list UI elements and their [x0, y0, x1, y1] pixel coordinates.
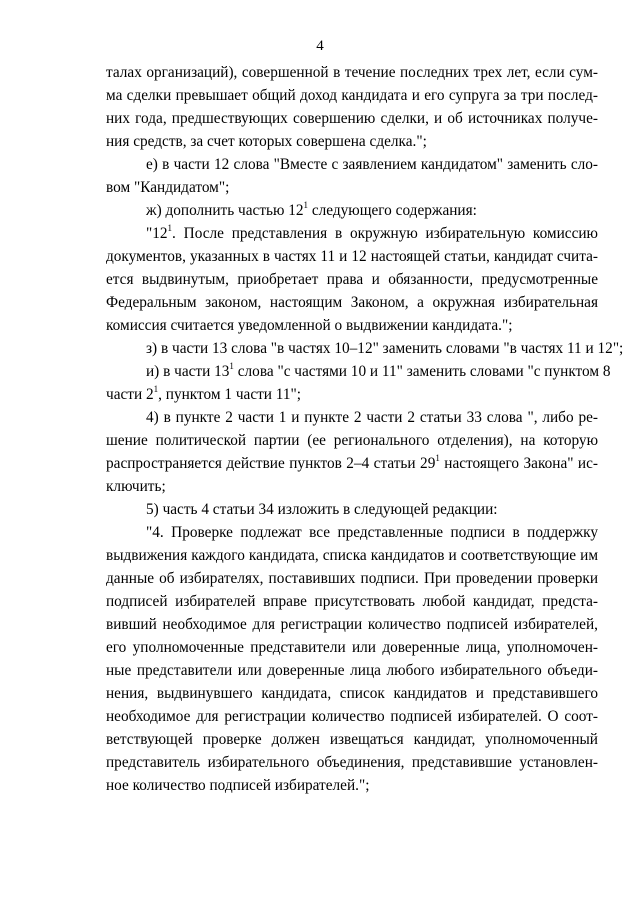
superscript: 1 [167, 222, 173, 233]
text-line: 4) в пункте 2 части 1 и пункте 2 части 2 статьи 33 слова ", либо ре- [146, 409, 598, 426]
text-line: необходимое для регистрации количество подписей избирателей. О соот- [106, 708, 598, 725]
text-line: талах организаций), совершенной в течение последних трех лет, если сум- [106, 64, 598, 81]
text-line: нения, выдвинувшего кандидата, список кандидатов и представившего [106, 685, 598, 702]
text-line: и) в части $13^1$ слова "с частями 10 и 11" заменить словами "с пунктом 8 [146, 360, 611, 380]
text-line: ключить; [106, 478, 166, 495]
text-line: его уполномоченные представители или доверенные лица, уполномочен- [106, 639, 598, 656]
text-line: з) в части 13 слова "в частях 10–12" заменить словами "в частях 11 и 12"; [146, 340, 624, 357]
text-line: Федеральным законом, настоящим Законом, а окружная избирательная [106, 294, 598, 311]
text-line: документов, указанных в частях 11 и 12 настоящей статьи, кандидат счита- [106, 248, 598, 265]
text-line: выдвижения каждого кандидата, списка кандидатов и соответствующие им [106, 547, 598, 564]
page-number: 4 [316, 38, 324, 54]
text-line: е) в части 12 слова "Вместе с заявлением кандидатом" заменить сло- [146, 156, 598, 173]
text-line: части $2^1$, пунктом 1 части 11"; [106, 383, 302, 403]
text-line: представитель избирательного объединения, представившие установлен- [106, 754, 598, 771]
text-line: ное количество подписей избирателей."; [106, 777, 370, 794]
text-line: "4. Проверке подлежат все представленные подписи в поддержку [146, 524, 598, 541]
text-line: вом "Кандидатом"; [106, 179, 230, 196]
text-line: них года, предшествующих совершению сделки, и об источниках получе- [106, 110, 598, 127]
text-line: "$12^1$. После представления в окружную избирательную комиссию [146, 222, 598, 242]
text-line: ные представители или доверенные лица любого избирательного объеди- [106, 662, 598, 679]
superscript: 1 [153, 383, 159, 394]
text-line: вивший необходимое для регистрации количество подписей избирателей, [106, 616, 598, 633]
superscript: 1 [229, 360, 234, 371]
text-line: комиссия считается уведомленной о выдвижении кандидата."; [106, 317, 513, 334]
text-line: 5) часть 4 статьи 34 изложить в следующей редакции: [146, 501, 498, 518]
text-line: ветствующей проверке должен извещаться кандидат, уполномоченный [106, 731, 598, 748]
text-line: ния средств, за счет которых совершена сделка."; [106, 133, 427, 150]
superscript: 1 [303, 199, 309, 210]
text-line: ма сделки превышает общий доход кандидата и его супруга за три послед- [106, 87, 598, 104]
text-line: распространяется действие пунктов 2–4 статьи $29^1$ настоящего Закона" ис- [106, 452, 598, 472]
text-line: подписей избирателей вправе присутствовать любой кандидат, предста- [106, 593, 598, 610]
superscript: 1 [435, 452, 440, 463]
text-line: ж) дополнить частью $12^1$ следующего содержания: [146, 199, 477, 219]
text-line: шение политической партии (ее регионального отделения), на которую [106, 432, 598, 449]
text-line: ется выдвинутым, приобретает права и обязанности, предусмотренные [106, 271, 598, 288]
text-line: данные об избирателях, поставивших подписи. При проведении проверки [106, 570, 598, 587]
